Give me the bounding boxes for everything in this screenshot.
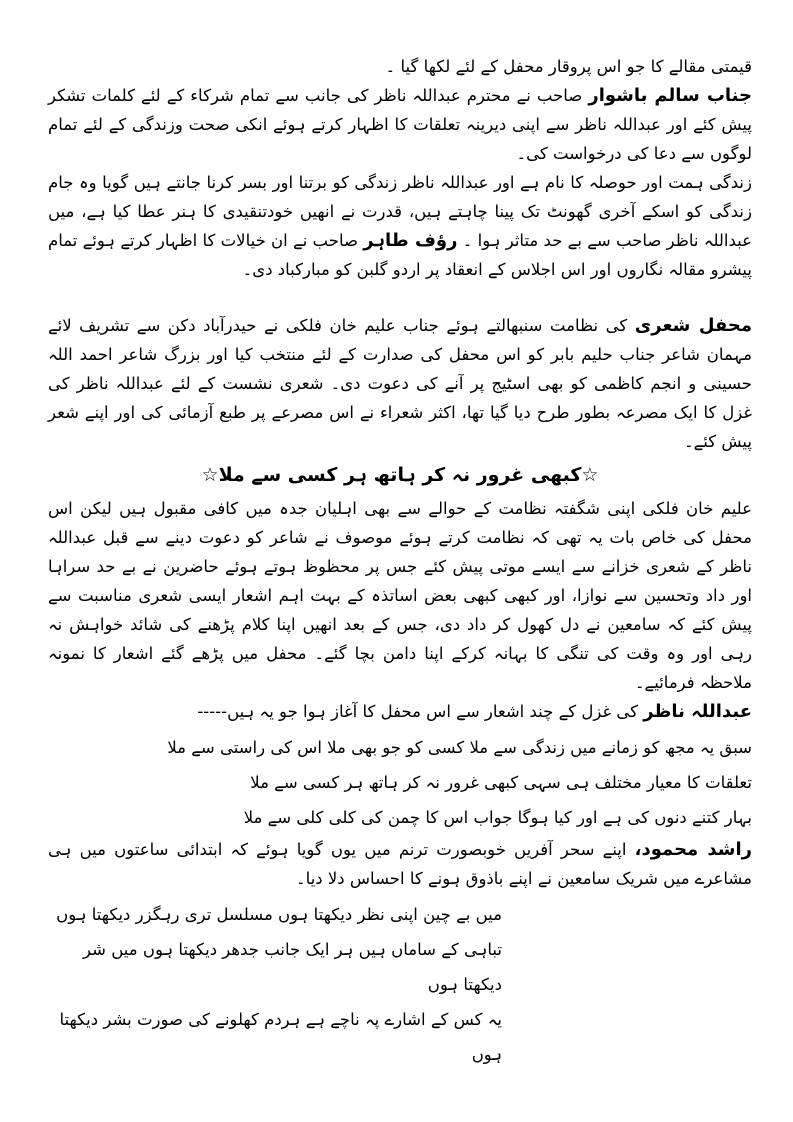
- ghazal-abdullah-nazir: [48, 730, 752, 835]
- poet-name: راشد محمود،: [634, 839, 752, 860]
- speaker-name: رؤف طاہر: [363, 230, 458, 251]
- speaker-name: جناب سالم باشوار: [588, 85, 752, 106]
- paragraph-ghazal-intro: [48, 697, 752, 726]
- paragraph-salim-bashwar: [48, 81, 752, 168]
- paragraph-text: صاحب نے محترم عبداللہ ناظر کی جانب سے تمام شرکاء کے لئے کلمات تشکر پیش کئے اور عبداللہ ناظر سے اپنی دیرینہ تعلقات کا اظہار کرتے ہوئے انکی صحت وزندگی کے لئے تمام لوگوں سے دعا کی درخواست کی۔: [48, 86, 752, 163]
- verse: تعلقات کا معیار مختلف ہی سہی کبھی غرور نہ کر ہاتھ ہر کسی سے ملا: [250, 773, 752, 792]
- verse: تباہی کے ساماں ہیں ہر ایک جانب جدھر دیکھتا ہوں میں شر دیکھتا ہوں: [83, 940, 502, 994]
- verse: یہ کس کے اشارے پہ ناچے ہے ہردم کھلونے کی صورت بشر دیکھتا ہوں: [59, 1010, 502, 1064]
- verse: بہار کتنے دنوں کی ہے اور کیا ہوگا جواب اس کا چمن کی کلی کلی سے ملا: [243, 808, 752, 827]
- verse: میں بے چین اپنی نظر دیکھتا ہوں مسلسل تری رہگزر دیکھتا ہوں: [56, 905, 502, 924]
- section-gap: [48, 284, 752, 311]
- paragraph-text: اپنے سحر آفریں خوبصورت ترنم میں یوں گویا ہوئے کہ ابتدائی ساعتوں میں ہی مشاعرے میں شریک سامعین نے اپنے باذوق ہونے کا احساس دلا دیا۔: [48, 840, 752, 888]
- paragraph-text: کی نظامت سنبھالتے ہوئے جناب علیم خان فلکی نے حیدرآباد دکن سے تشریف لائے مہمان شاعر جناب حلیم بابر کو اس محفل کی صدارت کے لئے منتخب کیا اور بزرگ شاعر احمد اللہ حسینی و انجم کاظمی کو بھی اسٹیج پر آنے کی دعوت دی۔ شعری نشست کے لئے عبداللہ ناظر کی غزل کا ایک مصرعہ بطور طرح دیا گیا تھا، اکثر شعراء نے اس مصرعے پر طبع آزمائی کی اور اپنے شعر پیش کئے۔: [48, 316, 752, 451]
- tarah-misra: ☆کبھی غرور نہ کر ہاتھ ہر کسی سے ملا☆: [201, 464, 599, 486]
- document-page: [48, 52, 752, 1082]
- poet-name: عبداللہ ناظر: [643, 701, 752, 722]
- paragraph-mehfil-intro: [48, 311, 752, 456]
- paragraph-aleem-khan: علیم خان فلکی اپنی شگفتہ نظامت کے حوالے سے بھی اہلیان جدہ میں کافی مقبول ہیں لیکن اس محفل کی خاص بات یہ تھی کہ نظامت کرتے ہوئے موصوف نے شاعر کو دعوت دینے سے قبل عبداللہ ناظر کے شعری خزانے سے ایسے موتی پیش کئے جس پر محظوظ ہوتے ہوئے حاضرین نے بے حد سراہا اور داد وتحسین سے نوازا، اور کبھی کبھی بعض اساتذہ کے بہت اہم اشعار ایسی شعری مناسبت سے پیش کئے کہ سامعین نے دل کھول کر داد دی، جس کے بعد انھیں اپنا کلام پڑھنے کی شائد خواہش نہ رہی اور وہ وقت کی تنگی کا بہانہ کرکے اپنا دامن بچا گئے۔ محفل میں پڑھے گئے اشعار کا نمونہ ملاحظہ فرمائیے۔: [48, 499, 752, 692]
- paragraph-text: کی غزل کے چند اشعار سے اس محفل کا آغاز ہوا جو یہ ہیں-----: [197, 702, 644, 721]
- paragraph-rashid-mahmood: [48, 835, 752, 893]
- verse: سبق یہ مجھ کو زمانے میں زندگی سے ملا کسی کو جو بھی ملا اس کی راستی سے ملا: [167, 738, 752, 757]
- paragraph-text: صاحب نے ان خیالات کا اظہار کرتے ہوئے تمام پیشرو مقالہ نگاروں اور اس اجلاس کے انعقاد پر اردو گلبن کو مبارکباد دی۔: [48, 231, 752, 279]
- paragraph-article-close: قیمتی مقالے کا جو اس پروقار محفل کے لئے لکھا گیا ۔: [385, 57, 752, 76]
- paragraph-text: زندگی ہمت اور حوصلہ کا نام ہے اور عبداللہ ناظر زندگی کو برتنا اور بسر کرنا جانتے ہیں گویا وہ جام زندگی کو اسکے آخری گھونٹ تک پینا چاہتے ہیں، قدرت نے انھیں خودتنقیدی کا ہنر عطا کیا ہے، میں عبداللہ ناظر صاحب سے بے حد متاثر ہوا ۔: [48, 173, 753, 250]
- paragraph-rauf-tahir: [48, 168, 752, 284]
- ghazal-rashid-mahmood: [48, 897, 752, 1072]
- section-title: محفل شعری: [634, 315, 752, 336]
